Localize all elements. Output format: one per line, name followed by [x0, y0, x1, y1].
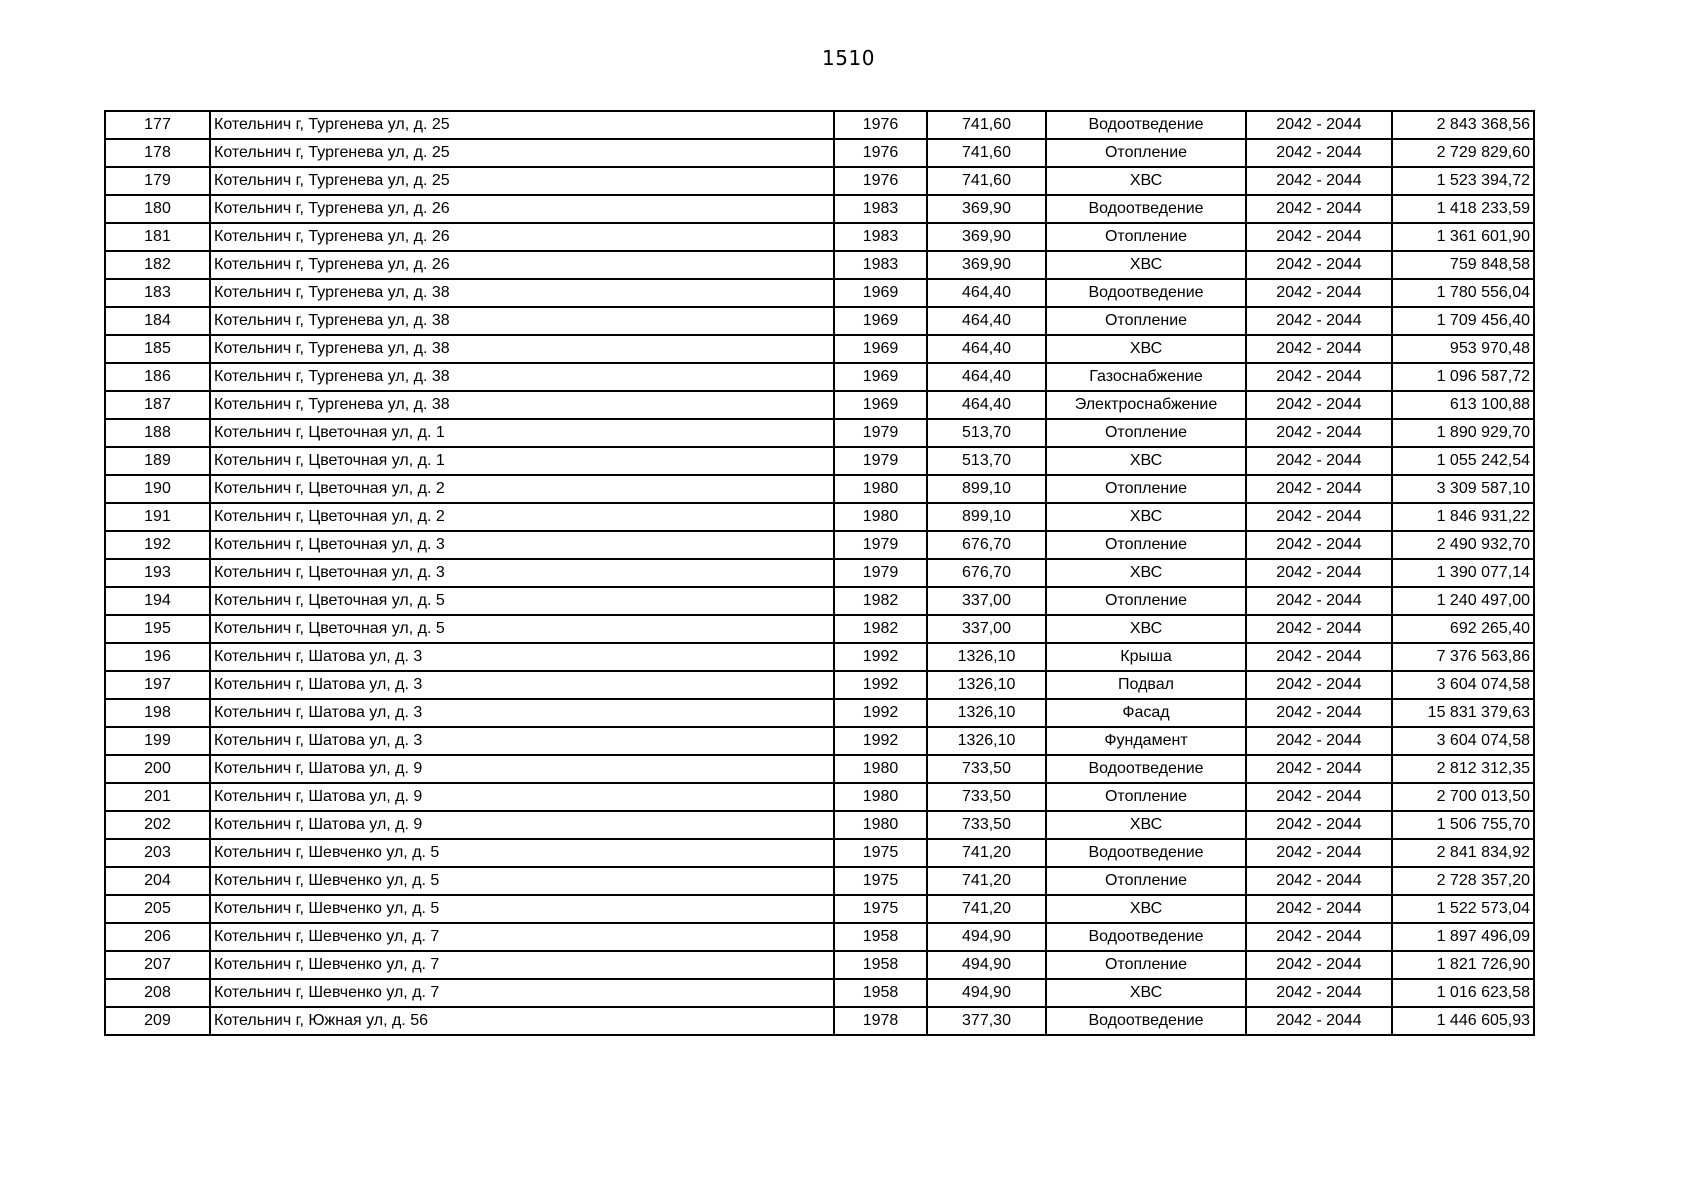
- period-cell: 2042 - 2044: [1246, 531, 1392, 559]
- build-year-cell: 1983: [834, 223, 927, 251]
- table-row: [105, 951, 1534, 979]
- area-cell: 899,10: [927, 503, 1046, 531]
- address-cell: Котельнич г, Тургенева ул, д. 26: [210, 251, 834, 279]
- period-cell: 2042 - 2044: [1246, 643, 1392, 671]
- area-cell: 494,90: [927, 951, 1046, 979]
- work-type-cell: Газоснабжение: [1046, 363, 1246, 391]
- table-row: [105, 139, 1534, 167]
- table-row: [105, 867, 1534, 895]
- address-cell: Котельнич г, Тургенева ул, д. 38: [210, 307, 834, 335]
- period-cell: 2042 - 2044: [1246, 587, 1392, 615]
- work-type-cell: Отопление: [1046, 951, 1246, 979]
- table-row: [105, 727, 1534, 755]
- area-cell: 494,90: [927, 979, 1046, 1007]
- build-year-cell: 1976: [834, 111, 927, 139]
- build-year-cell: 1975: [834, 867, 927, 895]
- row-number-cell: 184: [105, 307, 210, 335]
- build-year-cell: 1969: [834, 335, 927, 363]
- period-cell: 2042 - 2044: [1246, 867, 1392, 895]
- cost-cell: 2 841 834,92: [1392, 839, 1534, 867]
- period-cell: 2042 - 2044: [1246, 727, 1392, 755]
- period-cell: 2042 - 2044: [1246, 391, 1392, 419]
- area-cell: 741,20: [927, 895, 1046, 923]
- cost-cell: 613 100,88: [1392, 391, 1534, 419]
- build-year-cell: 1983: [834, 251, 927, 279]
- address-cell: Котельнич г, Шатова ул, д. 3: [210, 671, 834, 699]
- area-cell: 899,10: [927, 475, 1046, 503]
- period-cell: 2042 - 2044: [1246, 839, 1392, 867]
- cost-cell: 1 506 755,70: [1392, 811, 1534, 839]
- area-cell: 369,90: [927, 251, 1046, 279]
- table-row: [105, 223, 1534, 251]
- work-type-cell: ХВС: [1046, 447, 1246, 475]
- row-number-cell: 199: [105, 727, 210, 755]
- work-type-cell: ХВС: [1046, 251, 1246, 279]
- work-type-cell: Фасад: [1046, 699, 1246, 727]
- work-type-cell: Отопление: [1046, 783, 1246, 811]
- row-number-cell: 201: [105, 783, 210, 811]
- address-cell: Котельнич г, Шевченко ул, д. 5: [210, 867, 834, 895]
- build-year-cell: 1978: [834, 1007, 927, 1035]
- cost-cell: 1 523 394,72: [1392, 167, 1534, 195]
- address-cell: Котельнич г, Цветочная ул, д. 2: [210, 475, 834, 503]
- period-cell: 2042 - 2044: [1246, 951, 1392, 979]
- table-row: [105, 615, 1534, 643]
- cost-cell: 1 897 496,09: [1392, 923, 1534, 951]
- build-year-cell: 1980: [834, 475, 927, 503]
- address-cell: Котельнич г, Тургенева ул, д. 25: [210, 111, 834, 139]
- table-row: [105, 167, 1534, 195]
- area-cell: 464,40: [927, 279, 1046, 307]
- area-cell: 369,90: [927, 195, 1046, 223]
- build-year-cell: 1969: [834, 391, 927, 419]
- build-year-cell: 1983: [834, 195, 927, 223]
- area-cell: 741,60: [927, 167, 1046, 195]
- period-cell: 2042 - 2044: [1246, 923, 1392, 951]
- work-type-cell: Фундамент: [1046, 727, 1246, 755]
- build-year-cell: 1982: [834, 615, 927, 643]
- period-cell: 2042 - 2044: [1246, 279, 1392, 307]
- table-row: [105, 1007, 1534, 1035]
- area-cell: 741,20: [927, 867, 1046, 895]
- build-year-cell: 1976: [834, 167, 927, 195]
- address-cell: Котельнич г, Шевченко ул, д. 5: [210, 839, 834, 867]
- period-cell: 2042 - 2044: [1246, 223, 1392, 251]
- table-row: [105, 671, 1534, 699]
- row-number-cell: 204: [105, 867, 210, 895]
- row-number-cell: 180: [105, 195, 210, 223]
- address-cell: Котельнич г, Цветочная ул, д. 3: [210, 559, 834, 587]
- table-row: [105, 839, 1534, 867]
- work-type-cell: Отопление: [1046, 531, 1246, 559]
- table-row: [105, 307, 1534, 335]
- period-cell: 2042 - 2044: [1246, 251, 1392, 279]
- work-type-cell: ХВС: [1046, 503, 1246, 531]
- table-row: [105, 251, 1534, 279]
- build-year-cell: 1979: [834, 447, 927, 475]
- table-row: [105, 363, 1534, 391]
- table-row: [105, 195, 1534, 223]
- area-cell: 464,40: [927, 335, 1046, 363]
- work-type-cell: Водоотведение: [1046, 839, 1246, 867]
- area-cell: 1326,10: [927, 643, 1046, 671]
- cost-cell: 759 848,58: [1392, 251, 1534, 279]
- table-row: [105, 699, 1534, 727]
- period-cell: 2042 - 2044: [1246, 895, 1392, 923]
- table-row: [105, 279, 1534, 307]
- build-year-cell: 1969: [834, 279, 927, 307]
- row-number-cell: 190: [105, 475, 210, 503]
- row-number-cell: 191: [105, 503, 210, 531]
- build-year-cell: 1980: [834, 503, 927, 531]
- work-type-cell: ХВС: [1046, 559, 1246, 587]
- build-year-cell: 1958: [834, 951, 927, 979]
- row-number-cell: 193: [105, 559, 210, 587]
- cost-cell: 1 821 726,90: [1392, 951, 1534, 979]
- table-row: [105, 979, 1534, 1007]
- period-cell: 2042 - 2044: [1246, 811, 1392, 839]
- cost-cell: 1 446 605,93: [1392, 1007, 1534, 1035]
- table-row: [105, 559, 1534, 587]
- cost-cell: 7 376 563,86: [1392, 643, 1534, 671]
- build-year-cell: 1992: [834, 671, 927, 699]
- page-number: 1510: [822, 46, 875, 70]
- cost-cell: 1 055 242,54: [1392, 447, 1534, 475]
- period-cell: 2042 - 2044: [1246, 195, 1392, 223]
- row-number-cell: 202: [105, 811, 210, 839]
- cost-cell: 953 970,48: [1392, 335, 1534, 363]
- cost-cell: 1 780 556,04: [1392, 279, 1534, 307]
- area-cell: 337,00: [927, 587, 1046, 615]
- cost-cell: 3 604 074,58: [1392, 727, 1534, 755]
- cost-cell: 1 361 601,90: [1392, 223, 1534, 251]
- address-cell: Котельнич г, Шатова ул, д. 9: [210, 755, 834, 783]
- area-cell: 464,40: [927, 307, 1046, 335]
- cost-cell: 2 729 829,60: [1392, 139, 1534, 167]
- row-number-cell: 192: [105, 531, 210, 559]
- period-cell: 2042 - 2044: [1246, 447, 1392, 475]
- build-year-cell: 1975: [834, 895, 927, 923]
- row-number-cell: 207: [105, 951, 210, 979]
- table-row: [105, 531, 1534, 559]
- period-cell: 2042 - 2044: [1246, 671, 1392, 699]
- area-cell: 741,60: [927, 111, 1046, 139]
- work-type-cell: Отопление: [1046, 307, 1246, 335]
- table-row: [105, 755, 1534, 783]
- work-type-cell: ХВС: [1046, 167, 1246, 195]
- build-year-cell: 1979: [834, 419, 927, 447]
- work-type-cell: Отопление: [1046, 475, 1246, 503]
- period-cell: 2042 - 2044: [1246, 167, 1392, 195]
- address-cell: Котельнич г, Шатова ул, д. 3: [210, 699, 834, 727]
- row-number-cell: 177: [105, 111, 210, 139]
- work-type-cell: ХВС: [1046, 979, 1246, 1007]
- work-type-cell: Электроснабжение: [1046, 391, 1246, 419]
- work-type-cell: Отопление: [1046, 587, 1246, 615]
- build-year-cell: 1969: [834, 363, 927, 391]
- cost-cell: 1 016 623,58: [1392, 979, 1534, 1007]
- address-cell: Котельнич г, Тургенева ул, д. 38: [210, 279, 834, 307]
- address-cell: Котельнич г, Цветочная ул, д. 1: [210, 419, 834, 447]
- build-year-cell: 1979: [834, 559, 927, 587]
- row-number-cell: 206: [105, 923, 210, 951]
- work-type-cell: Водоотведение: [1046, 279, 1246, 307]
- row-number-cell: 182: [105, 251, 210, 279]
- area-cell: 464,40: [927, 391, 1046, 419]
- table-row: [105, 811, 1534, 839]
- row-number-cell: 186: [105, 363, 210, 391]
- area-cell: 676,70: [927, 531, 1046, 559]
- area-cell: 464,40: [927, 363, 1046, 391]
- cost-cell: 3 309 587,10: [1392, 475, 1534, 503]
- build-year-cell: 1975: [834, 839, 927, 867]
- period-cell: 2042 - 2044: [1246, 615, 1392, 643]
- address-cell: Котельнич г, Шатова ул, д. 9: [210, 811, 834, 839]
- table-row: [105, 587, 1534, 615]
- address-cell: Котельнич г, Тургенева ул, д. 26: [210, 195, 834, 223]
- cost-cell: 1 709 456,40: [1392, 307, 1534, 335]
- cost-cell: 2 490 932,70: [1392, 531, 1534, 559]
- period-cell: 2042 - 2044: [1246, 335, 1392, 363]
- cost-cell: 3 604 074,58: [1392, 671, 1534, 699]
- table-row: [105, 335, 1534, 363]
- period-cell: 2042 - 2044: [1246, 111, 1392, 139]
- build-year-cell: 1969: [834, 307, 927, 335]
- build-year-cell: 1958: [834, 979, 927, 1007]
- table-row: [105, 111, 1534, 139]
- row-number-cell: 209: [105, 1007, 210, 1035]
- work-type-cell: ХВС: [1046, 895, 1246, 923]
- cost-cell: 2 700 013,50: [1392, 783, 1534, 811]
- build-year-cell: 1980: [834, 755, 927, 783]
- table-row: [105, 475, 1534, 503]
- row-number-cell: 197: [105, 671, 210, 699]
- registry-table: [104, 110, 1535, 1036]
- area-cell: 1326,10: [927, 699, 1046, 727]
- table-row: [105, 447, 1534, 475]
- cost-cell: 1 890 929,70: [1392, 419, 1534, 447]
- row-number-cell: 188: [105, 419, 210, 447]
- area-cell: 1326,10: [927, 671, 1046, 699]
- address-cell: Котельнич г, Тургенева ул, д. 25: [210, 139, 834, 167]
- cost-cell: 1 390 077,14: [1392, 559, 1534, 587]
- period-cell: 2042 - 2044: [1246, 783, 1392, 811]
- period-cell: 2042 - 2044: [1246, 559, 1392, 587]
- address-cell: Котельнич г, Шатова ул, д. 9: [210, 783, 834, 811]
- address-cell: Котельнич г, Цветочная ул, д. 5: [210, 615, 834, 643]
- address-cell: Котельнич г, Шатова ул, д. 3: [210, 727, 834, 755]
- work-type-cell: ХВС: [1046, 335, 1246, 363]
- work-type-cell: Водоотведение: [1046, 111, 1246, 139]
- address-cell: Котельнич г, Шевченко ул, д. 7: [210, 951, 834, 979]
- address-cell: Котельнич г, Тургенева ул, д. 38: [210, 363, 834, 391]
- row-number-cell: 194: [105, 587, 210, 615]
- period-cell: 2042 - 2044: [1246, 307, 1392, 335]
- cost-cell: 2 812 312,35: [1392, 755, 1534, 783]
- address-cell: Котельнич г, Шевченко ул, д. 7: [210, 923, 834, 951]
- row-number-cell: 196: [105, 643, 210, 671]
- work-type-cell: ХВС: [1046, 811, 1246, 839]
- cost-cell: 1 240 497,00: [1392, 587, 1534, 615]
- row-number-cell: 198: [105, 699, 210, 727]
- area-cell: 369,90: [927, 223, 1046, 251]
- work-type-cell: Подвал: [1046, 671, 1246, 699]
- work-type-cell: Отопление: [1046, 867, 1246, 895]
- period-cell: 2042 - 2044: [1246, 139, 1392, 167]
- build-year-cell: 1976: [834, 139, 927, 167]
- work-type-cell: Водоотведение: [1046, 755, 1246, 783]
- area-cell: 494,90: [927, 923, 1046, 951]
- work-type-cell: Водоотведение: [1046, 1007, 1246, 1035]
- period-cell: 2042 - 2044: [1246, 755, 1392, 783]
- work-type-cell: Крыша: [1046, 643, 1246, 671]
- address-cell: Котельнич г, Цветочная ул, д. 2: [210, 503, 834, 531]
- build-year-cell: 1992: [834, 643, 927, 671]
- build-year-cell: 1980: [834, 783, 927, 811]
- area-cell: 741,60: [927, 139, 1046, 167]
- cost-cell: 1 846 931,22: [1392, 503, 1534, 531]
- period-cell: 2042 - 2044: [1246, 979, 1392, 1007]
- period-cell: 2042 - 2044: [1246, 475, 1392, 503]
- cost-cell: 1 096 587,72: [1392, 363, 1534, 391]
- table-row: [105, 391, 1534, 419]
- address-cell: Котельнич г, Шатова ул, д. 3: [210, 643, 834, 671]
- area-cell: 741,20: [927, 839, 1046, 867]
- area-cell: 337,00: [927, 615, 1046, 643]
- build-year-cell: 1980: [834, 811, 927, 839]
- period-cell: 2042 - 2044: [1246, 419, 1392, 447]
- area-cell: 513,70: [927, 419, 1046, 447]
- address-cell: Котельнич г, Шевченко ул, д. 5: [210, 895, 834, 923]
- table-row: [105, 643, 1534, 671]
- address-cell: Котельнич г, Южная ул, д. 56: [210, 1007, 834, 1035]
- registry-table-body: [105, 111, 1534, 1035]
- period-cell: 2042 - 2044: [1246, 503, 1392, 531]
- build-year-cell: 1982: [834, 587, 927, 615]
- table-row: [105, 783, 1534, 811]
- address-cell: Котельнич г, Тургенева ул, д. 26: [210, 223, 834, 251]
- row-number-cell: 205: [105, 895, 210, 923]
- row-number-cell: 208: [105, 979, 210, 1007]
- work-type-cell: Водоотведение: [1046, 195, 1246, 223]
- address-cell: Котельнич г, Шевченко ул, д. 7: [210, 979, 834, 1007]
- work-type-cell: Отопление: [1046, 223, 1246, 251]
- address-cell: Котельнич г, Тургенева ул, д. 38: [210, 391, 834, 419]
- build-year-cell: 1958: [834, 923, 927, 951]
- cost-cell: 2 843 368,56: [1392, 111, 1534, 139]
- row-number-cell: 195: [105, 615, 210, 643]
- row-number-cell: 178: [105, 139, 210, 167]
- address-cell: Котельнич г, Тургенева ул, д. 38: [210, 335, 834, 363]
- address-cell: Котельнич г, Цветочная ул, д. 1: [210, 447, 834, 475]
- area-cell: 733,50: [927, 811, 1046, 839]
- row-number-cell: 181: [105, 223, 210, 251]
- build-year-cell: 1979: [834, 531, 927, 559]
- build-year-cell: 1992: [834, 699, 927, 727]
- row-number-cell: 185: [105, 335, 210, 363]
- table-row: [105, 923, 1534, 951]
- address-cell: Котельнич г, Цветочная ул, д. 5: [210, 587, 834, 615]
- area-cell: 377,30: [927, 1007, 1046, 1035]
- period-cell: 2042 - 2044: [1246, 1007, 1392, 1035]
- address-cell: Котельнич г, Цветочная ул, д. 3: [210, 531, 834, 559]
- row-number-cell: 179: [105, 167, 210, 195]
- table-row: [105, 419, 1534, 447]
- period-cell: 2042 - 2044: [1246, 699, 1392, 727]
- work-type-cell: Водоотведение: [1046, 923, 1246, 951]
- row-number-cell: 200: [105, 755, 210, 783]
- area-cell: 513,70: [927, 447, 1046, 475]
- row-number-cell: 183: [105, 279, 210, 307]
- cost-cell: 15 831 379,63: [1392, 699, 1534, 727]
- work-type-cell: Отопление: [1046, 419, 1246, 447]
- work-type-cell: ХВС: [1046, 615, 1246, 643]
- period-cell: 2042 - 2044: [1246, 363, 1392, 391]
- area-cell: 733,50: [927, 755, 1046, 783]
- address-cell: Котельнич г, Тургенева ул, д. 25: [210, 167, 834, 195]
- cost-cell: 1 522 573,04: [1392, 895, 1534, 923]
- table-row: [105, 895, 1534, 923]
- table-row: [105, 503, 1534, 531]
- row-number-cell: 203: [105, 839, 210, 867]
- area-cell: 733,50: [927, 783, 1046, 811]
- row-number-cell: 187: [105, 391, 210, 419]
- area-cell: 676,70: [927, 559, 1046, 587]
- cost-cell: 2 728 357,20: [1392, 867, 1534, 895]
- area-cell: 1326,10: [927, 727, 1046, 755]
- work-type-cell: Отопление: [1046, 139, 1246, 167]
- row-number-cell: 189: [105, 447, 210, 475]
- cost-cell: 1 418 233,59: [1392, 195, 1534, 223]
- build-year-cell: 1992: [834, 727, 927, 755]
- cost-cell: 692 265,40: [1392, 615, 1534, 643]
